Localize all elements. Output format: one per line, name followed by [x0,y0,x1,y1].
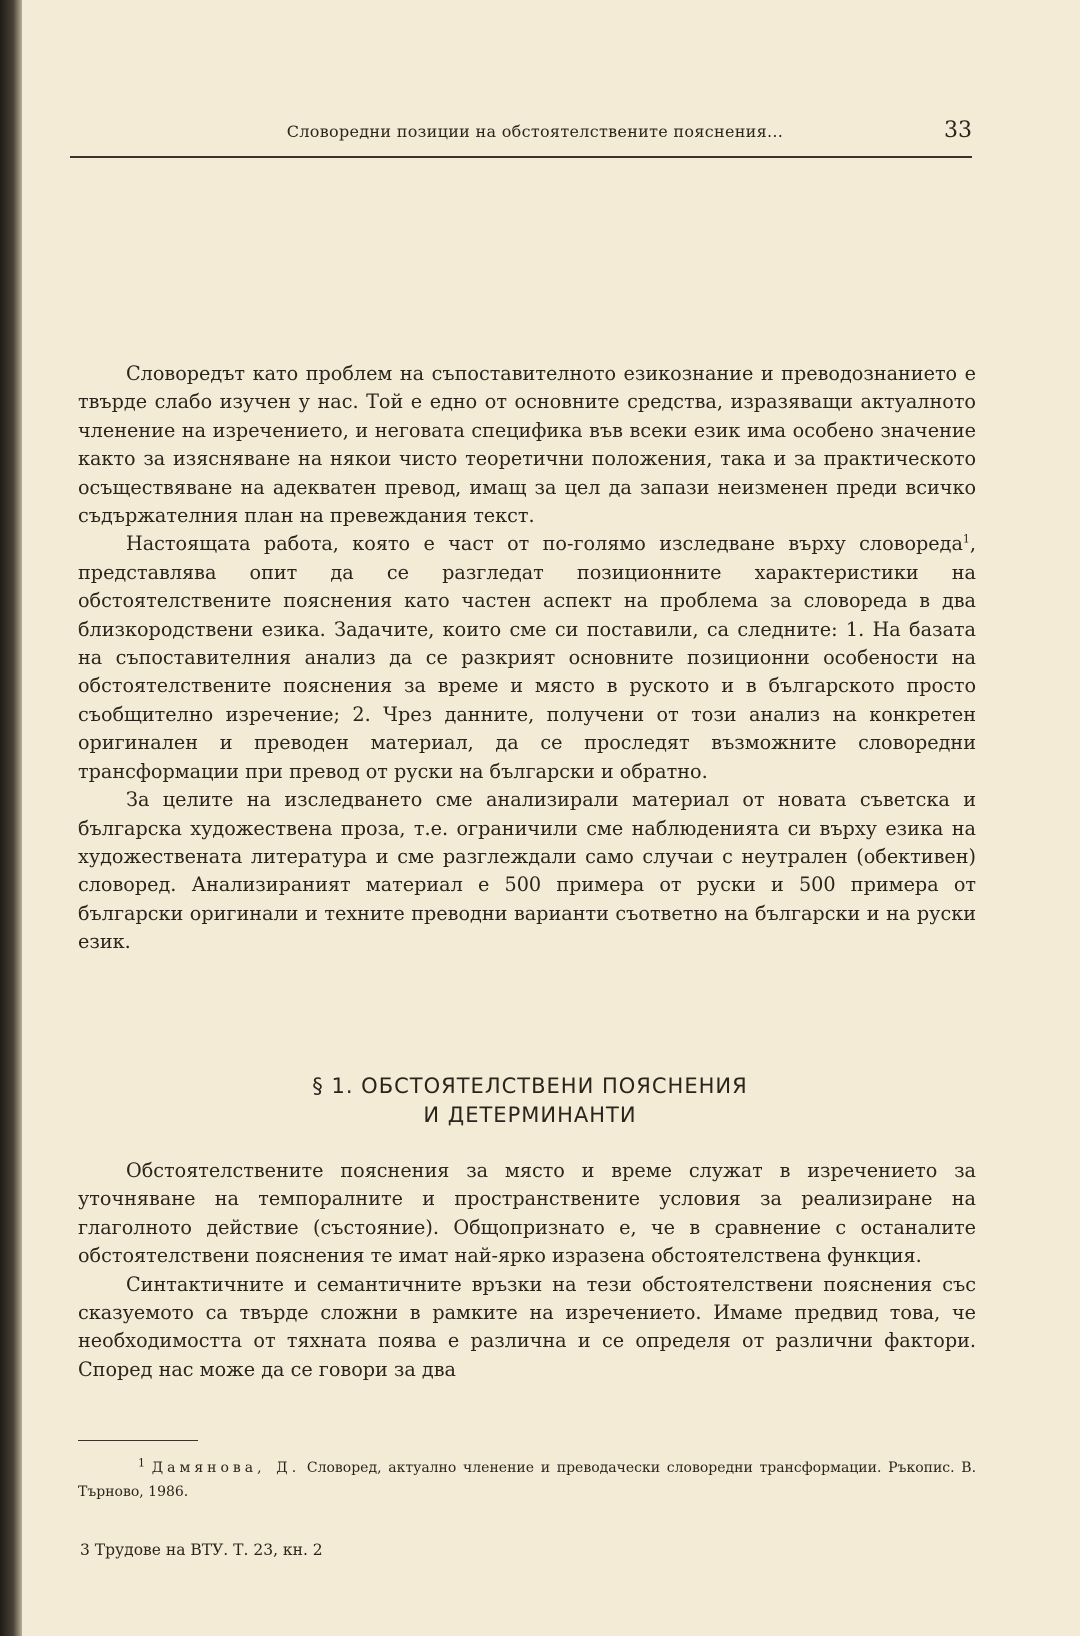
section-heading [180,1072,880,1130]
footnote-number: 1 [138,1456,145,1470]
paragraph-text: , представлява опит да се разгледат позиционните характеристики на обстоятелствените пояснения като частен аспект на проблема за словореда в два близкородствени езика. Задачите, които сме си поставили, са следните: 1. На базата на съпоставителния анализ да се разкрият основните позиционни особености на обстоятелствените пояснения за време и място в руското и в българското просто съобщително изречение; 2. Чрез данните, получени от този анализ на конкретен оригинален и преводен материал, да се проследят възможните словоредни трансформации при превод от руски на български и обратно. [78,532,976,783]
page-binding-edge [0,0,22,1636]
section-heading-line-2: И ДЕТЕРМИНАНТИ [423,1103,637,1127]
section-heading-line-1: § 1. ОБСТОЯТЕЛСТВЕНИ ПОЯСНЕНИЯ [312,1074,748,1098]
paragraph-text: Настоящата работа, която е част от по-голямо изследване върху словореда [126,532,963,556]
intro-paragraph-3: За целите на изследването сме анализирали материал от новата съветска и българска художествена проза, т.е. ограничили сме наблюденията си върху езика на художествената литература и сме разглеждали само случаи с неутрален (обективен) словоред. Анализираният материал е 500 примера от руски и 500 примера от български оригинали и техните преводни варианти съответно на български и на руски език. [78,788,976,954]
intro-section [78,360,976,957]
footnote-citation: Словоред, актуално членение и преводачески словоредни трансформации. Ръкопис. В. Търново, 1986. [78,1460,977,1500]
section-paragraph-2: Синтактичните и семантичните връзки на тези обстоятелствени пояснения със сказуемото са твърде сложни в рамките на изречението. Имаме предвид това, че необходимостта от тяхната поява е различна и се определя от различни фактори. Според нас може да се говори за два [78,1272,976,1381]
footnote-divider [78,1440,198,1441]
intro-paragraph-1: Словоредът като проблем на съпоставителното езикознание и преводознанието е твърде слабо изучен у нас. Той е едно от основните средства, изразяващи актуалното членение на изречението, и неговата специфика във всеки език има особено значение както за изясняване на някои чисто теоретични положения, така и за практическото осъществяване на адекватен превод, имащ за цел да запази неизменен преди всичко съдържателния план на превеждания текст. [78,362,976,528]
running-header [70,118,972,158]
section-paragraph-1: Обстоятелствените пояснения за място и време служат в изречението за уточняване на темпоралните и пространствените условия за реализиране на глаголното действие (състояние). Общопризнато е, че в сравнение с останалите обстоятелствени пояснения те имат най-ярко изразена обстоятелствена функция. [78,1159,976,1268]
footnote-reference[interactable]: 1 [962,533,970,547]
footnote [78,1456,976,1504]
footnote-text [78,1456,976,1504]
footnote-author: Дамянова, Д. [151,1460,301,1476]
intro-paragraph-2 [78,530,976,786]
running-title: Словоредни позиции на обстоятелствените пояснения... [286,122,784,141]
page-number: 33 [944,118,972,143]
section-body [78,1157,976,1384]
printer-signature: 3 Трудове на ВТУ. Т. 23, кн. 2 [80,1541,323,1559]
